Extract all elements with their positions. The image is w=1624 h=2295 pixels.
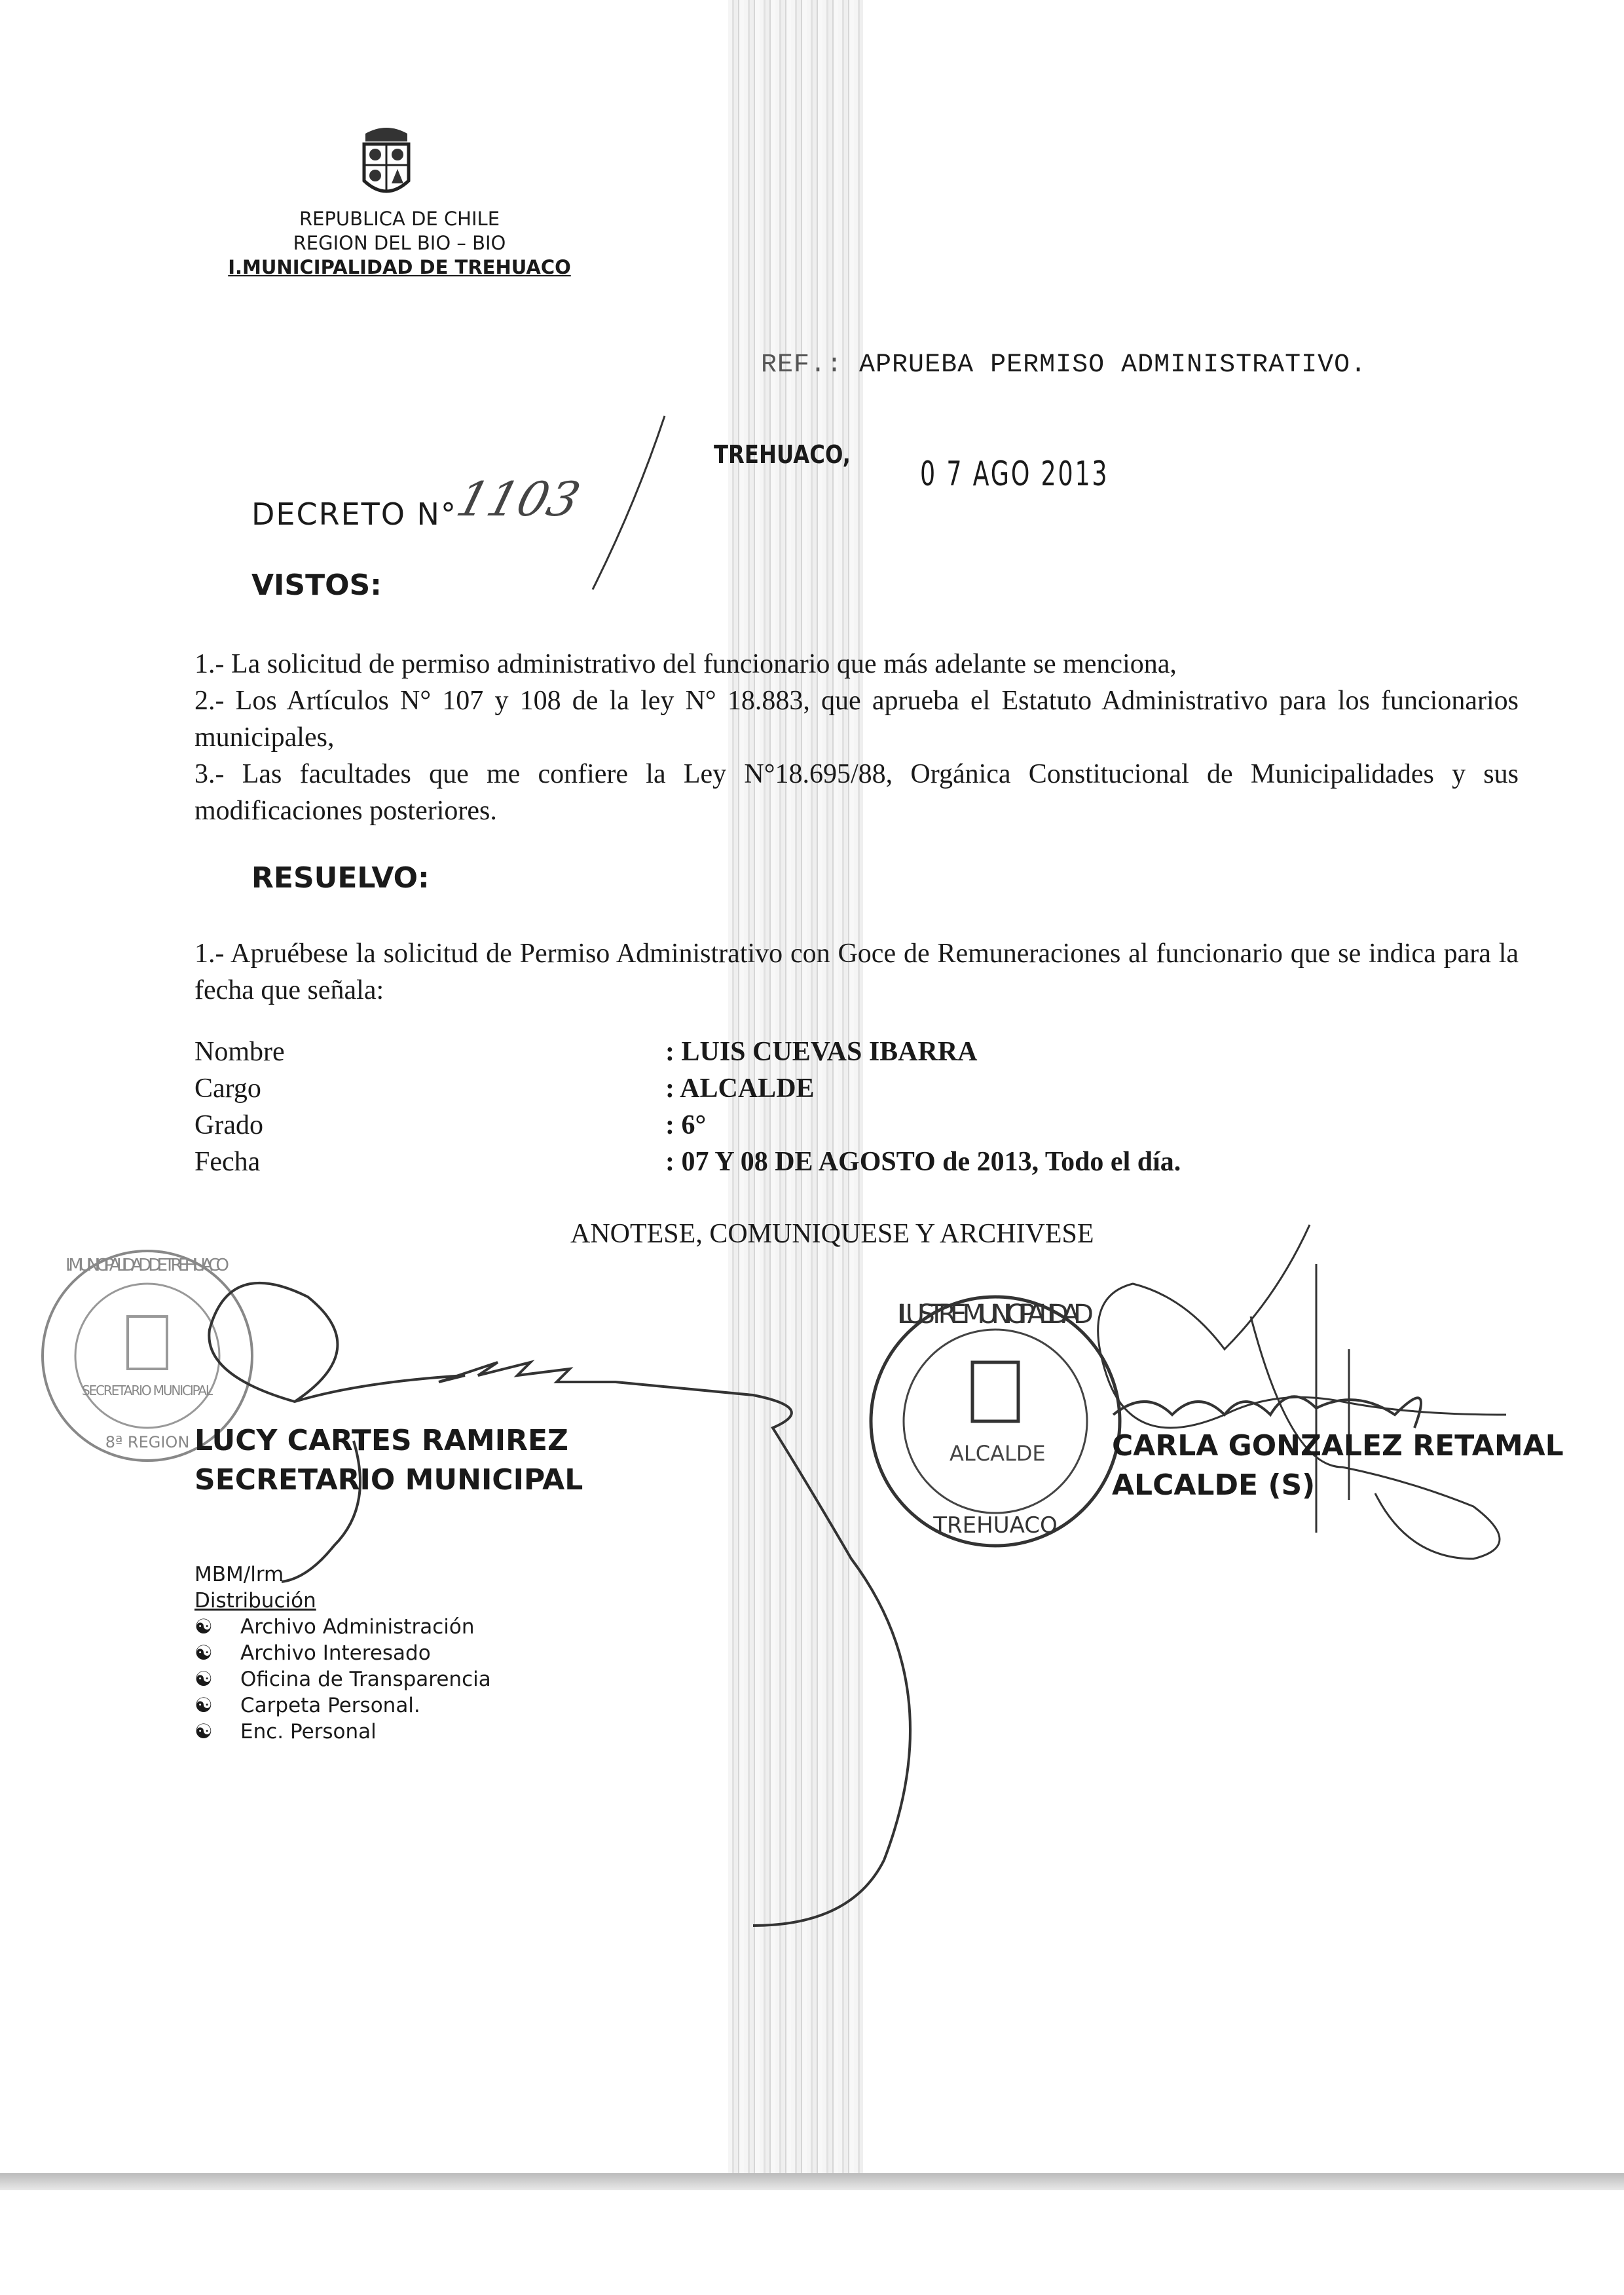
scan-bottom-edge (0, 2173, 1624, 2190)
secretary-signature-block (194, 1421, 583, 1500)
distribution-item-label: Enc. Personal (240, 1720, 377, 1744)
header-municipality: I.MUNICIPALIDAD DE TREHUACO (228, 256, 571, 278)
yin-yang-bullet-icon: ☯ (194, 1720, 213, 1744)
letterhead (216, 207, 583, 280)
header-region: REGION DEL BIO – BIO (293, 232, 506, 254)
distribution-item-label: Archivo Interesado (240, 1641, 431, 1665)
ref-label: REF.: (761, 350, 843, 380)
resuelvo-heading: RESUELVO: (251, 861, 430, 895)
detail-value-fecha: : 07 Y 08 DE AGOSTO de 2013, Todo el día. (665, 1147, 1181, 1177)
municipal-crest-icon (359, 124, 414, 202)
stamp-ring-text: I. MUNICIPALIDAD DE TREHUACO (65, 1256, 230, 1275)
yin-yang-bullet-icon: ☯ (194, 1694, 213, 1717)
distribution-item (194, 1692, 491, 1719)
mayor-title: ALCALDE (S) (1112, 1468, 1316, 1502)
detail-value-cargo: : ALCALDE (665, 1073, 815, 1104)
stamp-center-text: ALCALDE (950, 1441, 1046, 1466)
detail-value-grado: : 6° (665, 1110, 707, 1140)
distribution-item (194, 1666, 491, 1692)
yin-yang-bullet-icon: ☯ (194, 1641, 213, 1665)
distribution-item-label: Oficina de Transparencia (240, 1668, 491, 1691)
distribution-item (194, 1719, 491, 1745)
mayor-signature-block (1112, 1427, 1564, 1505)
vistos-item: 2.- Los Artículos N° 107 y 108 de la ley N° 18.883, que aprueba el Estatuto Administrativo para los funcionarios municipales, (194, 686, 1519, 753)
decree-number-handwritten: 1103 (451, 472, 586, 527)
resuelvo-text: 1.- Apruébese la solicitud de Permiso Administrativo con Goce de Remuneraciones al funcionario que se indica para la fecha que señala: (194, 939, 1519, 1005)
secretary-title: SECRETARIO MUNICIPAL (194, 1463, 583, 1497)
handwritten-slash (576, 413, 674, 596)
decree-label: DECRETO N° (251, 496, 457, 532)
reference-line (761, 350, 1367, 380)
header-country: REPUBLICA DE CHILE (299, 208, 500, 230)
detail-value-nombre: : LUIS CUEVAS IBARRA (665, 1037, 978, 1067)
secretary-name: LUCY CARTES RAMIREZ (194, 1424, 568, 1457)
stamp-center-text: SECRETARIO MUNICIPAL (82, 1383, 213, 1398)
detail-label-cargo: Cargo (194, 1073, 261, 1104)
mayor-name: CARLA GONZALEZ RETAMAL (1112, 1429, 1564, 1463)
stamp-ring-text: ILUSTRE MUNICIPALIDAD (897, 1299, 1094, 1330)
date-stamp: 0 7 AGO 2013 (920, 455, 1109, 494)
vistos-item: 3.- Las facultades que me confiere la Ley N°18.695/88, Orgánica Constitucional de Municipalidades y sus modificaciones posteriores. (194, 759, 1519, 826)
distribution-title: Distribución (194, 1589, 316, 1613)
distribution-item-label: Archivo Administración (240, 1615, 475, 1639)
stamp-bottom-text: 8ª REGION (105, 1433, 190, 1451)
vistos-item: 1.- La solicitud de permiso administrativo del funcionario que más adelante se menciona, (194, 649, 1177, 679)
distribution-item (194, 1640, 491, 1666)
place: TREHUACO, (714, 440, 851, 469)
distribution-item (194, 1614, 491, 1640)
detail-label-grado: Grado (194, 1110, 263, 1140)
ref-text: APRUEBA PERMISO ADMINISTRATIVO. (859, 350, 1367, 380)
detail-label-nombre: Nombre (194, 1037, 285, 1067)
vistos-list (194, 646, 1519, 829)
yin-yang-bullet-icon: ☯ (194, 1615, 213, 1639)
distribution-block (194, 1561, 491, 1745)
yin-yang-bullet-icon: ☯ (194, 1668, 213, 1691)
detail-label-fecha: Fecha (194, 1147, 261, 1177)
closing-formula: ANOTESE, COMUNIQUESE Y ARCHIVESE (570, 1219, 1094, 1249)
distribution-item-label: Carpeta Personal. (240, 1694, 420, 1717)
initials: MBM/lrm (194, 1563, 284, 1586)
vistos-heading: VISTOS: (251, 569, 382, 602)
stamp-bottom-text: TREHUACO (933, 1512, 1058, 1539)
